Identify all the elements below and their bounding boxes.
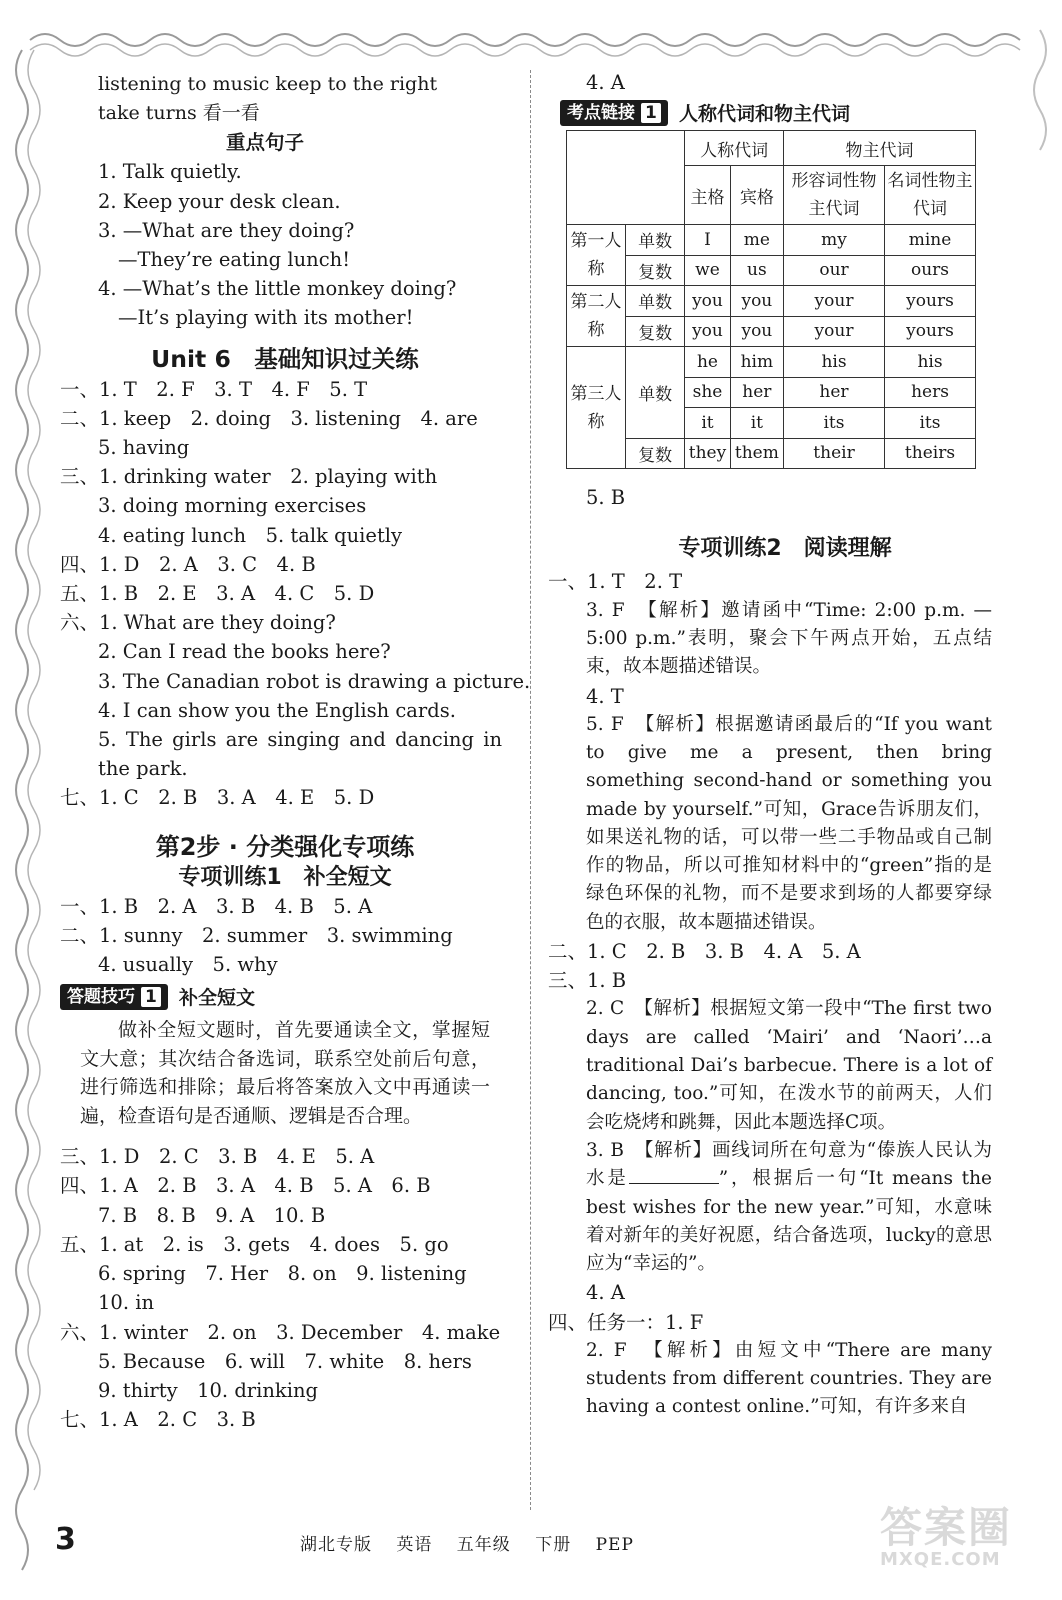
step2-title: 第2步 · 分类强化专项练 — [155, 832, 415, 861]
answer-line: 6. spring 7. Her 8. on 9. listening — [98, 1262, 467, 1286]
answer-line: 四、1. D 2. A 3. C 4. B — [60, 552, 316, 576]
cell: they — [685, 438, 731, 469]
vocab-line: listening to music keep to the right — [98, 73, 438, 95]
cell: us — [730, 255, 783, 286]
column-divider — [530, 70, 531, 1510]
th-noun: 名词性物主代词 — [885, 166, 976, 225]
cell: him — [730, 347, 783, 378]
answer-line: 4. usually 5. why — [98, 953, 278, 977]
cell: me — [730, 225, 783, 256]
answer-explanation: 5. F 【解析】根据邀请函最后的“If you want to give me a present, then bring something second-hand or something you made by yourself.”可知，Grace告诉朋友们，如果送礼物的话，可以带一些二手物品或自己制作的物品，所以可推知材料中的“green”指的是绿色环保的礼物，而不是要求到场的人都要穿绿色的衣服，故本题描述错误。 — [586, 713, 992, 933]
key-sentence: 3. —What are they doing? — [98, 218, 355, 242]
cell: you — [730, 316, 783, 347]
answer-line: 5. The girls are singing and dancing in the park. — [98, 728, 502, 781]
cell: hers — [885, 377, 976, 408]
cell: mine — [885, 225, 976, 256]
right-column — [548, 70, 1010, 1422]
cell: her — [784, 377, 885, 408]
vocab-line: take turns 看一看 — [98, 102, 260, 125]
answer-line: 二、1. keep 2. doing 3. listening 4. are — [60, 406, 478, 430]
cell: he — [685, 347, 731, 378]
cell: she — [685, 377, 731, 408]
answer-line: 7. B 8. B 9. A 10. B — [98, 1203, 326, 1227]
key-sentence: 4. —What’s the little monkey doing? — [98, 277, 457, 301]
row-person-1: 第一人称 — [567, 225, 626, 286]
answer-line: 五、1. B 2. E 3. A 4. C 5. D — [60, 582, 375, 606]
answer-line: 五、1. at 2. is 3. gets 4. does 5. go — [60, 1232, 449, 1256]
answer-explanation: 2. C 【解析】根据短文第一段中“The first two days are called ‘Mairi’ and ‘Naori’…a traditional Dai’s barbecue. There is a lot of dancing, too.”可知，在泼水节的前两天，人们会吃烧烤和跳舞，因此本题选择C项。 — [586, 998, 992, 1133]
answer-line: 5. B — [586, 486, 626, 510]
cell: yours — [885, 316, 976, 347]
cell: we — [685, 255, 731, 286]
answer-line: 六、1. What are they doing? — [60, 611, 336, 635]
cell: my — [784, 225, 885, 256]
answer-line: 4. T — [586, 684, 624, 708]
tip-tag: 答题技巧 1 — [60, 984, 168, 1010]
answer-line: 六、1. winter 2. on 3. December 4. make — [60, 1320, 501, 1344]
answer-explanation: 3. F 【解析】邀请函中“Time: 2:00 p.m. — 5:00 p.m.”表明，聚会下午两点开始，五点结束，故本题描述错误。 — [586, 599, 992, 678]
th-subject: 主格 — [685, 166, 731, 225]
cell: your — [784, 316, 885, 347]
answer-line: 4. eating lunch 5. talk quietly — [98, 523, 403, 547]
key-sentence: 1. Talk quietly. — [98, 160, 242, 184]
row-person-3: 第三人称 — [567, 347, 626, 469]
answer-line: 二、1. sunny 2. summer 3. swimming — [60, 923, 453, 947]
answer-line: 5. Because 6. will 7. white 8. hers — [98, 1349, 472, 1373]
answer-line: 4. A — [586, 71, 625, 94]
answer-line: 3. The Canadian robot is drawing a picture. — [98, 669, 531, 693]
cell: you — [730, 286, 783, 317]
cell: theirs — [885, 438, 976, 469]
cell: you — [685, 316, 731, 347]
answer-line: 5. having — [98, 436, 190, 460]
row-singular: 单数 — [626, 286, 685, 317]
answer-line: 2. Can I read the books here? — [98, 640, 391, 664]
row-plural: 复数 — [626, 316, 685, 347]
page-number: 3 — [55, 1522, 76, 1557]
cell: his — [784, 347, 885, 378]
cell: them — [730, 438, 783, 469]
answer-line: 四、任务一：1. F — [548, 1310, 704, 1334]
key-sentence: 2. Keep your desk clean. — [98, 189, 341, 213]
key-sentences-title: 重点句子 — [225, 131, 304, 155]
answer-line: 三、1. D 2. C 3. B 4. E 5. A — [60, 1145, 375, 1169]
answer-explanation: 3. B 【解析】画线词所在句意为“傣族人民认为水是 ”，根据后一句“It means the best wishes for the new year.”可知，水意味着对新年的美好祝愿，结合备选项，lucky的意思应为“幸运的”。 — [586, 1139, 992, 1275]
answer-line: 二、1. C 2. B 3. B 4. A 5. A — [548, 940, 861, 964]
cell: it — [730, 408, 783, 439]
cell: our — [784, 255, 885, 286]
row-plural: 复数 — [626, 438, 685, 469]
link-title: 人称代词和物主代词 — [678, 103, 850, 126]
row-person-2: 第二人称 — [567, 286, 626, 347]
link-box — [560, 99, 1010, 126]
cell: its — [885, 408, 976, 439]
answer-explanation: 2. F 【解析】由短文中“There are many students from different countries. They are having a contest online.”可知，有许多来自 — [586, 1339, 992, 1418]
row-singular: 单数 — [626, 347, 685, 439]
th-personal: 人称代词 — [685, 131, 784, 166]
cell: her — [730, 377, 783, 408]
key-sentence: —It’s playing with its mother! — [118, 306, 414, 330]
answer-line: 七、1. C 2. B 3. A 4. E 5. D — [60, 786, 375, 810]
th-possessive: 物主代词 — [784, 131, 976, 166]
cell: yours — [885, 286, 976, 317]
cell: his — [885, 347, 976, 378]
cell: its — [784, 408, 885, 439]
answer-line: 4. I can show you the English cards. — [98, 698, 456, 722]
answer-line: 一、1. B 2. A 3. B 4. B 5. A — [60, 894, 373, 918]
cell: ours — [885, 255, 976, 286]
answer-line: 3. doing morning exercises — [98, 494, 367, 518]
tip-text: 做补全短文题时，首先要通读全文，掌握短文大意；其次结合备选词，联系空处前后句意，进行筛选和排除；最后将答案放入文中再通读一遍，检查语句是否通顺、逻辑是否合理。 — [80, 1019, 490, 1127]
th-adj: 形容词性物主代词 — [784, 166, 885, 225]
answer-line: 七、1. A 2. C 3. B — [60, 1408, 256, 1432]
left-column — [60, 70, 531, 1434]
answer-line: 一、1. T 2. T — [548, 570, 683, 594]
answer-line: 一、1. T 2. F 3. T 4. F 5. T — [60, 377, 368, 401]
footer-text: 湖北专版 英语 五年级 下册 PEP — [300, 1535, 634, 1555]
blank-line — [629, 1167, 719, 1184]
cell: your — [784, 286, 885, 317]
cell: you — [685, 286, 731, 317]
training2-title: 专项训练2 阅读理解 — [678, 536, 892, 562]
tip-box — [60, 983, 510, 1010]
cell: it — [685, 408, 731, 439]
answer-line: 10. in — [98, 1291, 155, 1315]
watermark: 答案圈 MXQE.COM — [880, 1503, 1013, 1570]
key-sentence: —They’re eating lunch! — [118, 248, 351, 272]
training1-title: 专项训练1 补全短文 — [178, 864, 392, 890]
unit6-title: Unit 6 基础知识过关练 — [151, 344, 419, 373]
answer-line: 四、1. A 2. B 3. A 4. B 5. A 6. B — [60, 1174, 431, 1198]
answer-line: 三、1. drinking water 2. playing with — [60, 465, 438, 489]
answer-line: 三、1. B — [548, 969, 627, 993]
cell: their — [784, 438, 885, 469]
row-singular: 单数 — [626, 225, 685, 256]
cell: I — [685, 225, 731, 256]
tip-title: 补全短文 — [178, 987, 255, 1010]
th-object: 宾格 — [730, 166, 783, 225]
link-tag: 考点链接 1 — [560, 100, 668, 126]
answer-line: 9. thirty 10. drinking — [98, 1378, 319, 1402]
answer-line: 4. A — [586, 1281, 625, 1305]
pronoun-table — [566, 130, 976, 469]
row-plural: 复数 — [626, 255, 685, 286]
